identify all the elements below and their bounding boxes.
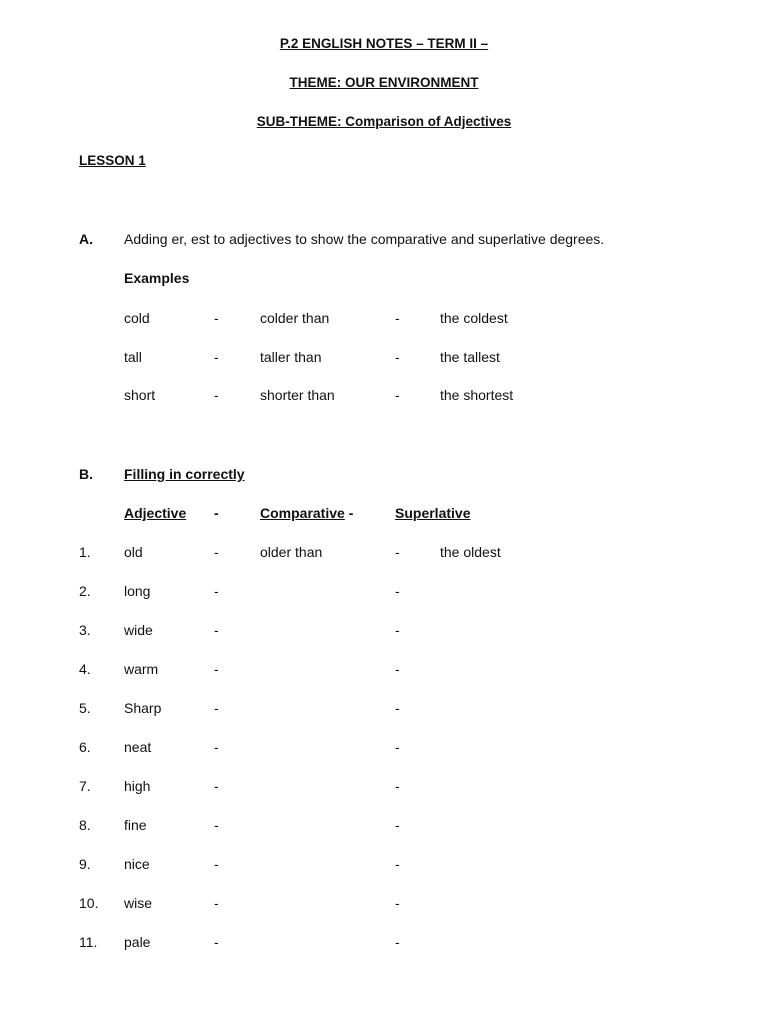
item-adjective: old bbox=[124, 544, 143, 560]
item-adjective: neat bbox=[124, 739, 152, 755]
exercise-row bbox=[0, 895, 768, 915]
dash: - bbox=[214, 895, 219, 911]
dash: - bbox=[395, 387, 400, 403]
item-number: 6. bbox=[79, 739, 91, 755]
item-number: 10. bbox=[79, 895, 99, 911]
page-title: P.2 ENGLISH NOTES – TERM II – bbox=[279, 36, 489, 51]
comparative-column-header-group bbox=[260, 505, 353, 521]
exercise-row bbox=[0, 622, 768, 642]
dash: - bbox=[214, 349, 219, 365]
theme-heading: THEME: OUR ENVIRONMENT bbox=[289, 75, 479, 90]
dash: - bbox=[395, 934, 400, 950]
exercise-row bbox=[0, 661, 768, 681]
section-a-instruction: Adding er, est to adjectives to show the comparative and superlative degrees. bbox=[124, 231, 605, 247]
item-comparative: older than bbox=[260, 544, 323, 560]
dash: - bbox=[395, 349, 400, 365]
item-number: 8. bbox=[79, 817, 91, 833]
item-adjective: nice bbox=[124, 856, 150, 872]
exercise-row bbox=[0, 544, 768, 564]
dash: - bbox=[214, 934, 219, 950]
example-adjective: short bbox=[124, 387, 156, 403]
example-superlative: the tallest bbox=[440, 349, 500, 365]
dash: - bbox=[395, 700, 400, 716]
dash: - bbox=[395, 739, 400, 755]
dash: - bbox=[214, 856, 219, 872]
dash: - bbox=[395, 895, 400, 911]
dash: - bbox=[214, 544, 219, 560]
dash: - bbox=[214, 310, 219, 326]
example-row bbox=[0, 310, 768, 330]
dash: - bbox=[214, 661, 219, 677]
example-row bbox=[0, 349, 768, 369]
dash: - bbox=[395, 817, 400, 833]
example-superlative: the coldest bbox=[440, 310, 508, 326]
exercise-row bbox=[0, 583, 768, 603]
example-row bbox=[0, 387, 768, 407]
item-number: 2. bbox=[79, 583, 91, 599]
dash: - bbox=[214, 505, 219, 521]
item-number: 3. bbox=[79, 622, 91, 638]
example-adjective: cold bbox=[124, 310, 150, 326]
dash: - bbox=[395, 310, 400, 326]
example-superlative: the shortest bbox=[440, 387, 514, 403]
dash: - bbox=[348, 505, 354, 521]
comparative-column-header: Comparative bbox=[260, 505, 345, 521]
exercise-row bbox=[0, 817, 768, 837]
dash: - bbox=[214, 739, 219, 755]
item-superlative: the oldest bbox=[440, 544, 501, 560]
item-adjective: warm bbox=[124, 661, 159, 677]
adjective-column-header: Adjective bbox=[124, 505, 187, 521]
item-number: 1. bbox=[79, 544, 91, 560]
exercise-row bbox=[0, 700, 768, 720]
example-comparative: shorter than bbox=[260, 387, 335, 403]
exercise-row bbox=[0, 778, 768, 798]
item-number: 5. bbox=[79, 700, 91, 716]
exercise-row bbox=[0, 934, 768, 954]
example-adjective: tall bbox=[124, 349, 142, 365]
item-adjective: long bbox=[124, 583, 151, 599]
exercise-row bbox=[0, 856, 768, 876]
dash: - bbox=[395, 778, 400, 794]
section-b-marker: B. bbox=[79, 466, 93, 482]
dash: - bbox=[395, 583, 400, 599]
item-adjective: Sharp bbox=[124, 700, 162, 716]
example-comparative: colder than bbox=[260, 310, 330, 326]
item-number: 4. bbox=[79, 661, 91, 677]
sub-theme-heading: SUB-THEME: Comparison of Adjectives bbox=[256, 114, 512, 129]
item-number: 7. bbox=[79, 778, 91, 794]
item-adjective: fine bbox=[124, 817, 147, 833]
item-adjective: high bbox=[124, 778, 151, 794]
superlative-column-header: Superlative bbox=[395, 505, 471, 521]
column-headers bbox=[0, 505, 768, 525]
dash: - bbox=[395, 856, 400, 872]
item-adjective: wide bbox=[124, 622, 153, 638]
item-number: 9. bbox=[79, 856, 91, 872]
item-number: 11. bbox=[79, 934, 98, 950]
dash: - bbox=[395, 622, 400, 638]
dash: - bbox=[214, 622, 219, 638]
dash: - bbox=[214, 817, 219, 833]
dash: - bbox=[214, 583, 219, 599]
dash: - bbox=[395, 661, 400, 677]
exercise-row bbox=[0, 739, 768, 759]
dash: - bbox=[214, 700, 219, 716]
dash: - bbox=[395, 544, 400, 560]
examples-label: Examples bbox=[124, 270, 190, 286]
item-adjective: pale bbox=[124, 934, 151, 950]
dash: - bbox=[214, 387, 219, 403]
item-adjective: wise bbox=[124, 895, 153, 911]
section-a-marker: A. bbox=[79, 231, 93, 247]
section-b-heading: Filling in correctly bbox=[124, 466, 245, 482]
example-comparative: taller than bbox=[260, 349, 322, 365]
dash: - bbox=[214, 778, 219, 794]
lesson-heading: LESSON 1 bbox=[79, 153, 146, 168]
